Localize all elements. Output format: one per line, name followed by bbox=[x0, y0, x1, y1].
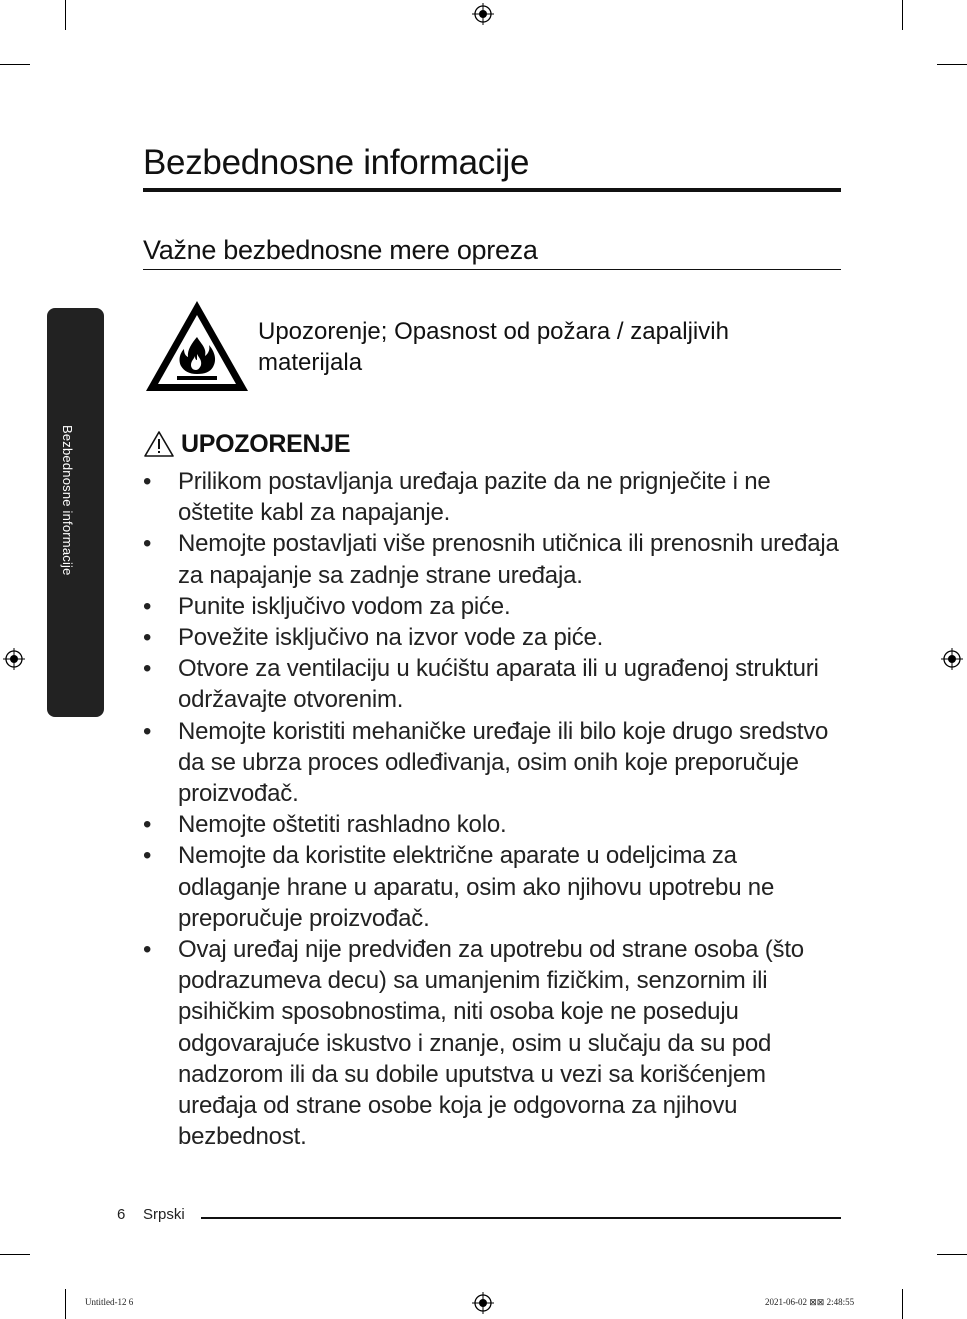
warning-triangle-icon bbox=[143, 430, 175, 458]
list-item: • Ovaj uređaj nije predviđen za upotrebu od strane osoba (što podrazumeva decu) sa umanjenim fizičkim, senzornim ili psihičkim sposobnostima, niti osoba koje ne poseduju odgovarajuće iskustvo i znanje, osim u slučaju da su pod nadzorom ili da su dobile uputstva u vezi sa korišćenjem uređaja od strane osobe koja je odgovorna za njihovu bezbednost. bbox=[143, 934, 843, 1152]
page-title: Bezbednosne informacije bbox=[143, 143, 530, 182]
crop-mark bbox=[0, 64, 30, 65]
crop-mark bbox=[937, 1254, 967, 1255]
title-divider bbox=[143, 188, 841, 192]
section-title: Važne bezbednosne mere opreza bbox=[143, 235, 538, 265]
warning-heading bbox=[143, 427, 350, 461]
registration-mark-icon bbox=[3, 648, 25, 670]
warning-heading-label: UPOZORENJE bbox=[181, 430, 351, 458]
list-item: • Prilikom postavljanja uređaja pazite da ne prignječite i ne oštetite kabl za napajanje. bbox=[143, 466, 843, 528]
registration-mark-icon bbox=[941, 648, 963, 670]
list-item: • Nemojte da koristite električne aparate u odeljcima za odlaganje hrane u aparatu, osim ako njihovu upotrebu ne preporučuje proizvođač. bbox=[143, 840, 843, 934]
registration-mark-icon bbox=[472, 1292, 494, 1314]
list-item: • Otvore za ventilaciju u kućištu aparata ili u ugrađenoj strukturi održavajte otvorenim. bbox=[143, 653, 843, 715]
fire-warning-text: Upozorenje; Opasnost od požara / zapaljivih materijala bbox=[258, 318, 729, 376]
list-item: • Nemojte koristiti mehaničke uređaje ili bilo koje drugo sredstvo da se ubrza proces odleđivanja, osim onih koje preporučuje proizvođač. bbox=[143, 716, 843, 810]
list-item: • Nemojte postavljati više prenosnih utičnica ili prenosnih uređaja za napajanje sa zadnje strane uređaja. bbox=[143, 528, 843, 590]
footer-divider bbox=[201, 1217, 841, 1219]
crop-mark bbox=[902, 0, 903, 30]
crop-mark bbox=[0, 1254, 30, 1255]
section-divider bbox=[143, 269, 841, 270]
crop-mark bbox=[902, 1289, 903, 1319]
side-tab-label: Bezbednosne informacije bbox=[60, 425, 75, 576]
print-slug-file: Untitled-12 6 bbox=[85, 1297, 134, 1307]
print-slug-date: 2021-06-02 ⊠⊠ 2:48:55 bbox=[765, 1297, 855, 1307]
footer-language: Srpski bbox=[143, 1206, 185, 1223]
side-tab bbox=[47, 308, 104, 717]
page-number: 6 bbox=[117, 1206, 126, 1223]
list-item: • Povežite isključivo na izvor vode za piće. bbox=[143, 622, 843, 653]
list-item: • Punite isključivo vodom za piće. bbox=[143, 591, 843, 622]
crop-mark bbox=[65, 0, 66, 30]
warning-list bbox=[143, 466, 843, 1152]
registration-mark-icon bbox=[472, 3, 494, 25]
flammable-warning-icon bbox=[143, 298, 251, 394]
crop-mark bbox=[937, 64, 967, 65]
list-item: • Nemojte oštetiti rashladno kolo. bbox=[143, 809, 843, 840]
crop-mark bbox=[65, 1289, 66, 1319]
